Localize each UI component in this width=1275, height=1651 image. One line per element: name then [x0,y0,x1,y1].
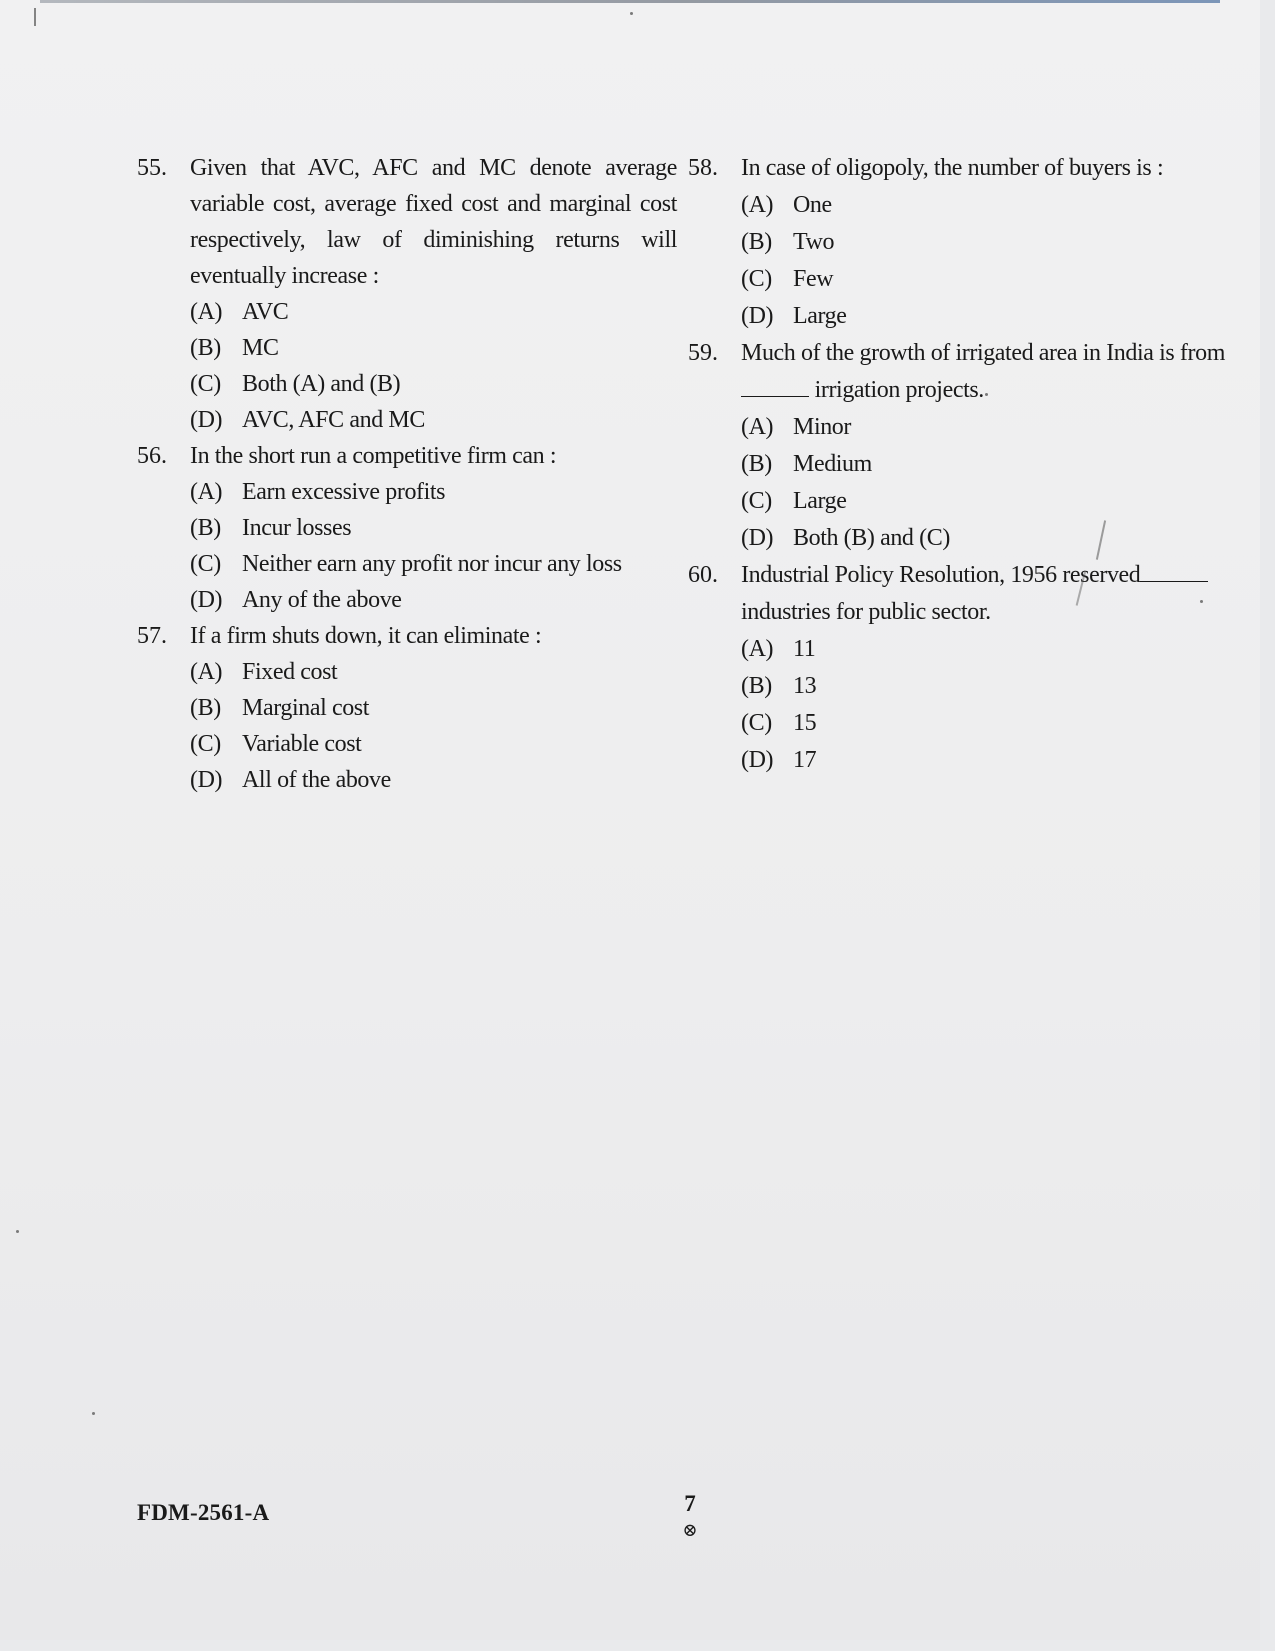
scan-edge [40,0,1220,3]
option-text: AVC [242,299,289,325]
scan-speck [92,1412,95,1415]
option-text: Both (B) and (C) [793,525,950,551]
option-text: Two [793,229,835,255]
question-60 [688,557,1233,779]
option-letter: (C) [741,710,772,736]
question-text: In case of oligopoly, the number of buyers is : [741,155,1164,181]
question-text-end: industries for public sector. [741,599,991,625]
option-text: Variable cost [242,731,362,757]
left-column [137,150,677,798]
scan-edge-mark [34,8,36,26]
question-text: Given that AVC, AFC and MC denote average variable cost, average fixed cost and marginal cost respectively, law of diminishing returns will eventually increase : [190,155,677,289]
option-letter: (B) [741,451,772,477]
question-text [741,557,1233,631]
option-text: Any of the above [242,587,402,613]
option-text: 11 [793,636,816,662]
option-c [190,726,677,762]
option-letter: (C) [190,371,221,397]
option-text: Fixed cost [242,659,338,685]
option-letter: (D) [741,303,774,329]
option-letter: (D) [741,525,774,551]
option-text: AVC, AFC and MC [242,407,425,433]
answer-blank [1140,559,1208,582]
option-a [190,474,677,510]
question-text-start: Industrial Policy Resolution, 1956 reserved [741,562,1141,588]
option-d [190,762,677,798]
scan-speck [985,393,988,396]
option-a [741,187,1233,224]
question-57 [137,618,677,798]
option-letter: (B) [190,695,221,721]
option-text: Minor [793,414,852,440]
option-letter: (B) [190,335,221,361]
option-a [190,654,677,690]
option-text: 17 [793,747,817,773]
option-b [190,510,677,546]
option-letter: (A) [190,659,223,685]
option-letter: (C) [190,551,221,577]
option-letter: (A) [190,479,223,505]
option-b [741,446,1233,483]
question-59 [688,335,1233,557]
option-letter: (B) [190,515,221,541]
option-text: Neither earn any profit nor incur any loss [242,551,622,577]
option-c [190,366,677,402]
scan-speck [1200,600,1203,603]
page-number: 7 [684,1491,696,1516]
scan-speck [630,12,633,15]
option-text: Incur losses [242,515,352,541]
option-b [741,668,1233,705]
option-letter: (A) [741,414,774,440]
option-b [190,690,677,726]
option-c [190,546,677,582]
scan-speck [16,1230,19,1233]
option-letter: (C) [190,731,221,757]
option-letter: (D) [190,587,223,613]
option-text: Marginal cost [242,695,369,721]
question-text-end: irrigation projects. [814,377,984,403]
option-text: Both (A) and (B) [242,371,401,397]
option-letter: (B) [741,229,772,255]
question-number: 57. [137,623,167,649]
option-text: MC [242,335,279,361]
option-text: Few [793,266,834,292]
question-number: 58. [688,155,718,181]
option-d [741,298,1233,335]
question-number: 55. [137,155,167,181]
option-text: All of the above [242,767,391,793]
question-number: 60. [688,562,718,588]
option-letter: (D) [190,767,223,793]
option-c [741,705,1233,742]
option-text: 13 [793,673,817,699]
question-text: In the short run a competitive firm can : [190,443,557,469]
option-a [741,631,1233,668]
option-letter: (C) [741,266,772,292]
option-letter: (A) [190,299,223,325]
right-column [688,150,1233,779]
question-55 [137,150,677,438]
option-letter: (D) [190,407,223,433]
option-letter: (A) [741,192,774,218]
option-a [741,409,1233,446]
question-text-start: Much of the growth of irrigated area in India is from [741,340,1225,366]
option-text: One [793,192,832,218]
option-letter: (A) [741,636,774,662]
option-text: Large [793,488,847,514]
question-text: If a firm shuts down, it can eliminate : [190,623,542,649]
option-d [741,520,1233,557]
answer-blank [741,374,809,397]
option-b [190,330,677,366]
option-letter: (C) [741,488,772,514]
option-letter: (B) [741,673,772,699]
option-c [741,483,1233,520]
question-58 [688,150,1233,335]
option-letter: (D) [741,747,774,773]
option-a [190,294,677,330]
exam-code: FDM-2561-A [137,1500,270,1525]
option-d [741,742,1233,779]
question-text [741,335,1233,409]
option-d [190,582,677,618]
option-c [741,261,1233,298]
question-number: 56. [137,443,167,469]
option-d [190,402,677,438]
option-text: 15 [793,710,817,736]
option-text: Earn excessive profits [242,479,446,505]
page-mark-symbol: ⊗ [682,1520,698,1540]
question-56 [137,438,677,618]
option-text: Large [793,303,847,329]
option-b [741,224,1233,261]
question-number: 59. [688,340,718,366]
option-text: Medium [793,451,872,477]
